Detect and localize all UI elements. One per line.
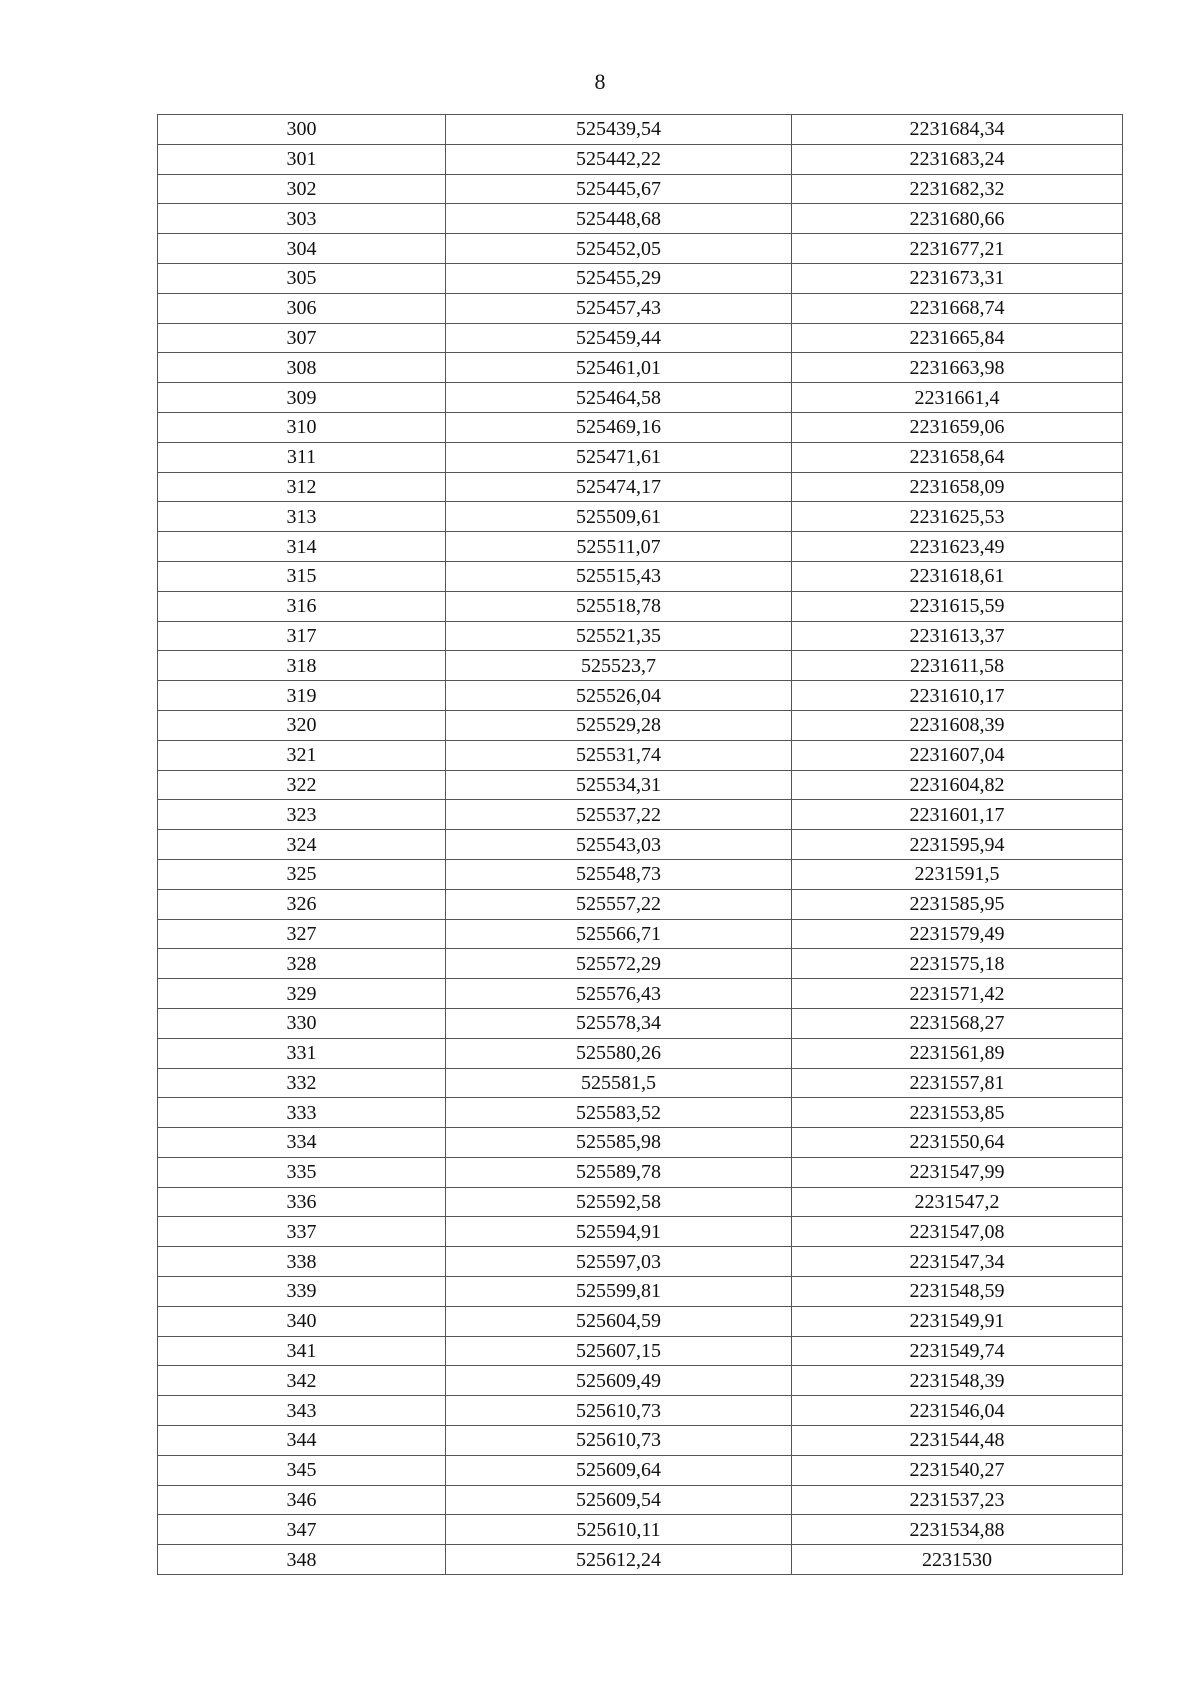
x-coordinate-cell: 525471,61 — [446, 442, 792, 472]
point-number-cell: 320 — [158, 710, 446, 740]
y-coordinate-cell: 2231604,82 — [792, 770, 1123, 800]
x-coordinate-cell: 525518,78 — [446, 591, 792, 621]
x-coordinate-cell: 525452,05 — [446, 234, 792, 264]
x-coordinate-cell: 525455,29 — [446, 263, 792, 293]
x-coordinate-cell: 525531,74 — [446, 740, 792, 770]
y-coordinate-cell: 2231668,74 — [792, 293, 1123, 323]
y-coordinate-cell: 2231571,42 — [792, 979, 1123, 1009]
point-number-cell: 301 — [158, 144, 446, 174]
point-number-cell: 316 — [158, 591, 446, 621]
x-coordinate-cell: 525609,54 — [446, 1485, 792, 1515]
table-row — [158, 1157, 1123, 1187]
point-number-cell: 324 — [158, 830, 446, 860]
x-coordinate-cell: 525609,49 — [446, 1366, 792, 1396]
point-number-cell: 327 — [158, 919, 446, 949]
y-coordinate-cell: 2231595,94 — [792, 830, 1123, 860]
point-number-cell: 340 — [158, 1306, 446, 1336]
x-coordinate-cell: 525537,22 — [446, 800, 792, 830]
y-coordinate-cell: 2231682,32 — [792, 174, 1123, 204]
table-row — [158, 889, 1123, 919]
table-row — [158, 1068, 1123, 1098]
x-coordinate-cell: 525534,31 — [446, 770, 792, 800]
table-row — [158, 1217, 1123, 1247]
point-number-cell: 304 — [158, 234, 446, 264]
point-number-cell: 306 — [158, 293, 446, 323]
x-coordinate-cell: 525612,24 — [446, 1545, 792, 1575]
y-coordinate-cell: 2231534,88 — [792, 1515, 1123, 1545]
x-coordinate-cell: 525457,43 — [446, 293, 792, 323]
point-number-cell: 300 — [158, 115, 446, 145]
point-number-cell: 339 — [158, 1277, 446, 1307]
table-row — [158, 561, 1123, 591]
x-coordinate-cell: 525599,81 — [446, 1277, 792, 1307]
point-number-cell: 342 — [158, 1366, 446, 1396]
x-coordinate-cell: 525572,29 — [446, 949, 792, 979]
table-row — [158, 919, 1123, 949]
table-row — [158, 621, 1123, 651]
x-coordinate-cell: 525461,01 — [446, 353, 792, 383]
table-row — [158, 1008, 1123, 1038]
point-number-cell: 305 — [158, 263, 446, 293]
table-row — [158, 1455, 1123, 1485]
y-coordinate-cell: 2231608,39 — [792, 710, 1123, 740]
point-number-cell: 343 — [158, 1396, 446, 1426]
table-row — [158, 1426, 1123, 1456]
x-coordinate-cell: 525511,07 — [446, 532, 792, 562]
x-coordinate-cell: 525594,91 — [446, 1217, 792, 1247]
y-coordinate-cell: 2231537,23 — [792, 1485, 1123, 1515]
page-number: 8 — [594, 69, 606, 94]
table-row — [158, 1277, 1123, 1307]
table-row — [158, 1545, 1123, 1575]
x-coordinate-cell: 525474,17 — [446, 472, 792, 502]
x-coordinate-cell: 525557,22 — [446, 889, 792, 919]
point-number-cell: 321 — [158, 740, 446, 770]
y-coordinate-cell: 2231680,66 — [792, 204, 1123, 234]
point-number-cell: 314 — [158, 532, 446, 562]
y-coordinate-cell: 2231591,5 — [792, 859, 1123, 889]
x-coordinate-cell: 525610,73 — [446, 1426, 792, 1456]
y-coordinate-cell: 2231544,48 — [792, 1426, 1123, 1456]
table-row — [158, 383, 1123, 413]
table-row — [158, 710, 1123, 740]
x-coordinate-cell: 525521,35 — [446, 621, 792, 651]
y-coordinate-cell: 2231661,4 — [792, 383, 1123, 413]
table-row — [158, 859, 1123, 889]
y-coordinate-cell: 2231549,74 — [792, 1336, 1123, 1366]
point-number-cell: 336 — [158, 1187, 446, 1217]
table-row — [158, 412, 1123, 442]
y-coordinate-cell: 2231684,34 — [792, 115, 1123, 145]
x-coordinate-cell: 525509,61 — [446, 502, 792, 532]
y-coordinate-cell: 2231665,84 — [792, 323, 1123, 353]
point-number-cell: 344 — [158, 1426, 446, 1456]
y-coordinate-cell: 2231683,24 — [792, 144, 1123, 174]
x-coordinate-cell: 525548,73 — [446, 859, 792, 889]
x-coordinate-cell: 525607,15 — [446, 1336, 792, 1366]
point-number-cell: 323 — [158, 800, 446, 830]
x-coordinate-cell: 525526,04 — [446, 681, 792, 711]
point-number-cell: 325 — [158, 859, 446, 889]
point-number-cell: 330 — [158, 1008, 446, 1038]
y-coordinate-cell: 2231615,59 — [792, 591, 1123, 621]
y-coordinate-cell: 2231613,37 — [792, 621, 1123, 651]
y-coordinate-cell: 2231540,27 — [792, 1455, 1123, 1485]
point-number-cell: 322 — [158, 770, 446, 800]
table-row — [158, 949, 1123, 979]
y-coordinate-cell: 2231557,81 — [792, 1068, 1123, 1098]
y-coordinate-cell: 2231547,08 — [792, 1217, 1123, 1247]
x-coordinate-cell: 525610,73 — [446, 1396, 792, 1426]
y-coordinate-cell: 2231549,91 — [792, 1306, 1123, 1336]
y-coordinate-cell: 2231601,17 — [792, 800, 1123, 830]
x-coordinate-cell: 525469,16 — [446, 412, 792, 442]
point-number-cell: 335 — [158, 1157, 446, 1187]
x-coordinate-cell: 525610,11 — [446, 1515, 792, 1545]
table-row — [158, 144, 1123, 174]
y-coordinate-cell: 2231548,39 — [792, 1366, 1123, 1396]
point-number-cell: 331 — [158, 1038, 446, 1068]
table-row — [158, 770, 1123, 800]
x-coordinate-cell: 525448,68 — [446, 204, 792, 234]
x-coordinate-cell: 525566,71 — [446, 919, 792, 949]
table-row — [158, 740, 1123, 770]
x-coordinate-cell: 525439,54 — [446, 115, 792, 145]
x-coordinate-cell: 525581,5 — [446, 1068, 792, 1098]
coordinates-table — [157, 114, 1123, 1575]
point-number-cell: 332 — [158, 1068, 446, 1098]
table-row — [158, 1485, 1123, 1515]
point-number-cell: 337 — [158, 1217, 446, 1247]
y-coordinate-cell: 2231547,34 — [792, 1247, 1123, 1277]
x-coordinate-cell: 525597,03 — [446, 1247, 792, 1277]
point-number-cell: 313 — [158, 502, 446, 532]
point-number-cell: 326 — [158, 889, 446, 919]
y-coordinate-cell: 2231547,2 — [792, 1187, 1123, 1217]
y-coordinate-cell: 2231625,53 — [792, 502, 1123, 532]
y-coordinate-cell: 2231585,95 — [792, 889, 1123, 919]
point-number-cell: 309 — [158, 383, 446, 413]
table-row — [158, 204, 1123, 234]
y-coordinate-cell: 2231663,98 — [792, 353, 1123, 383]
table-row — [158, 293, 1123, 323]
x-coordinate-cell: 525578,34 — [446, 1008, 792, 1038]
point-number-cell: 328 — [158, 949, 446, 979]
point-number-cell: 346 — [158, 1485, 446, 1515]
point-number-cell: 307 — [158, 323, 446, 353]
table-row — [158, 502, 1123, 532]
point-number-cell: 341 — [158, 1336, 446, 1366]
point-number-cell: 310 — [158, 412, 446, 442]
point-number-cell: 348 — [158, 1545, 446, 1575]
x-coordinate-cell: 525523,7 — [446, 651, 792, 681]
y-coordinate-cell: 2231611,58 — [792, 651, 1123, 681]
x-coordinate-cell: 525543,03 — [446, 830, 792, 860]
point-number-cell: 338 — [158, 1247, 446, 1277]
y-coordinate-cell: 2231579,49 — [792, 919, 1123, 949]
y-coordinate-cell: 2231547,99 — [792, 1157, 1123, 1187]
x-coordinate-cell: 525580,26 — [446, 1038, 792, 1068]
table-row — [158, 1247, 1123, 1277]
y-coordinate-cell: 2231618,61 — [792, 561, 1123, 591]
x-coordinate-cell: 525515,43 — [446, 561, 792, 591]
y-coordinate-cell: 2231673,31 — [792, 263, 1123, 293]
x-coordinate-cell: 525592,58 — [446, 1187, 792, 1217]
table-row — [158, 532, 1123, 562]
table-row — [158, 1187, 1123, 1217]
x-coordinate-cell: 525576,43 — [446, 979, 792, 1009]
point-number-cell: 303 — [158, 204, 446, 234]
table-row — [158, 681, 1123, 711]
table-row — [158, 1038, 1123, 1068]
point-number-cell: 311 — [158, 442, 446, 472]
x-coordinate-cell: 525585,98 — [446, 1128, 792, 1158]
y-coordinate-cell: 2231610,17 — [792, 681, 1123, 711]
y-coordinate-cell: 2231550,64 — [792, 1128, 1123, 1158]
x-coordinate-cell: 525442,22 — [446, 144, 792, 174]
y-coordinate-cell: 2231546,04 — [792, 1396, 1123, 1426]
table-row — [158, 174, 1123, 204]
point-number-cell: 334 — [158, 1128, 446, 1158]
table-row — [158, 263, 1123, 293]
point-number-cell: 318 — [158, 651, 446, 681]
y-coordinate-cell: 2231607,04 — [792, 740, 1123, 770]
x-coordinate-cell: 525604,59 — [446, 1306, 792, 1336]
table-row — [158, 1366, 1123, 1396]
table-row — [158, 1306, 1123, 1336]
point-number-cell: 308 — [158, 353, 446, 383]
table-row — [158, 651, 1123, 681]
y-coordinate-cell: 2231677,21 — [792, 234, 1123, 264]
table-row — [158, 115, 1123, 145]
table-row — [158, 1515, 1123, 1545]
coordinates-table-body — [158, 115, 1123, 1575]
y-coordinate-cell: 2231575,18 — [792, 949, 1123, 979]
y-coordinate-cell: 2231623,49 — [792, 532, 1123, 562]
x-coordinate-cell: 525529,28 — [446, 710, 792, 740]
table-row — [158, 353, 1123, 383]
x-coordinate-cell: 525445,67 — [446, 174, 792, 204]
point-number-cell: 317 — [158, 621, 446, 651]
y-coordinate-cell: 2231658,09 — [792, 472, 1123, 502]
y-coordinate-cell: 2231548,59 — [792, 1277, 1123, 1307]
point-number-cell: 329 — [158, 979, 446, 1009]
point-number-cell: 345 — [158, 1455, 446, 1485]
table-row — [158, 800, 1123, 830]
x-coordinate-cell: 525583,52 — [446, 1098, 792, 1128]
y-coordinate-cell: 2231553,85 — [792, 1098, 1123, 1128]
x-coordinate-cell: 525609,64 — [446, 1455, 792, 1485]
y-coordinate-cell: 2231658,64 — [792, 442, 1123, 472]
point-number-cell: 302 — [158, 174, 446, 204]
x-coordinate-cell: 525464,58 — [446, 383, 792, 413]
y-coordinate-cell: 2231530 — [792, 1545, 1123, 1575]
table-row — [158, 1336, 1123, 1366]
table-row — [158, 830, 1123, 860]
point-number-cell: 319 — [158, 681, 446, 711]
table-row — [158, 234, 1123, 264]
point-number-cell: 333 — [158, 1098, 446, 1128]
table-row — [158, 979, 1123, 1009]
table-row — [158, 472, 1123, 502]
table-row — [158, 1128, 1123, 1158]
point-number-cell: 315 — [158, 561, 446, 591]
table-row — [158, 323, 1123, 353]
point-number-cell: 312 — [158, 472, 446, 502]
x-coordinate-cell: 525589,78 — [446, 1157, 792, 1187]
table-row — [158, 591, 1123, 621]
x-coordinate-cell: 525459,44 — [446, 323, 792, 353]
table-row — [158, 1396, 1123, 1426]
table-row — [158, 442, 1123, 472]
y-coordinate-cell: 2231568,27 — [792, 1008, 1123, 1038]
point-number-cell: 347 — [158, 1515, 446, 1545]
y-coordinate-cell: 2231659,06 — [792, 412, 1123, 442]
y-coordinate-cell: 2231561,89 — [792, 1038, 1123, 1068]
table-row — [158, 1098, 1123, 1128]
